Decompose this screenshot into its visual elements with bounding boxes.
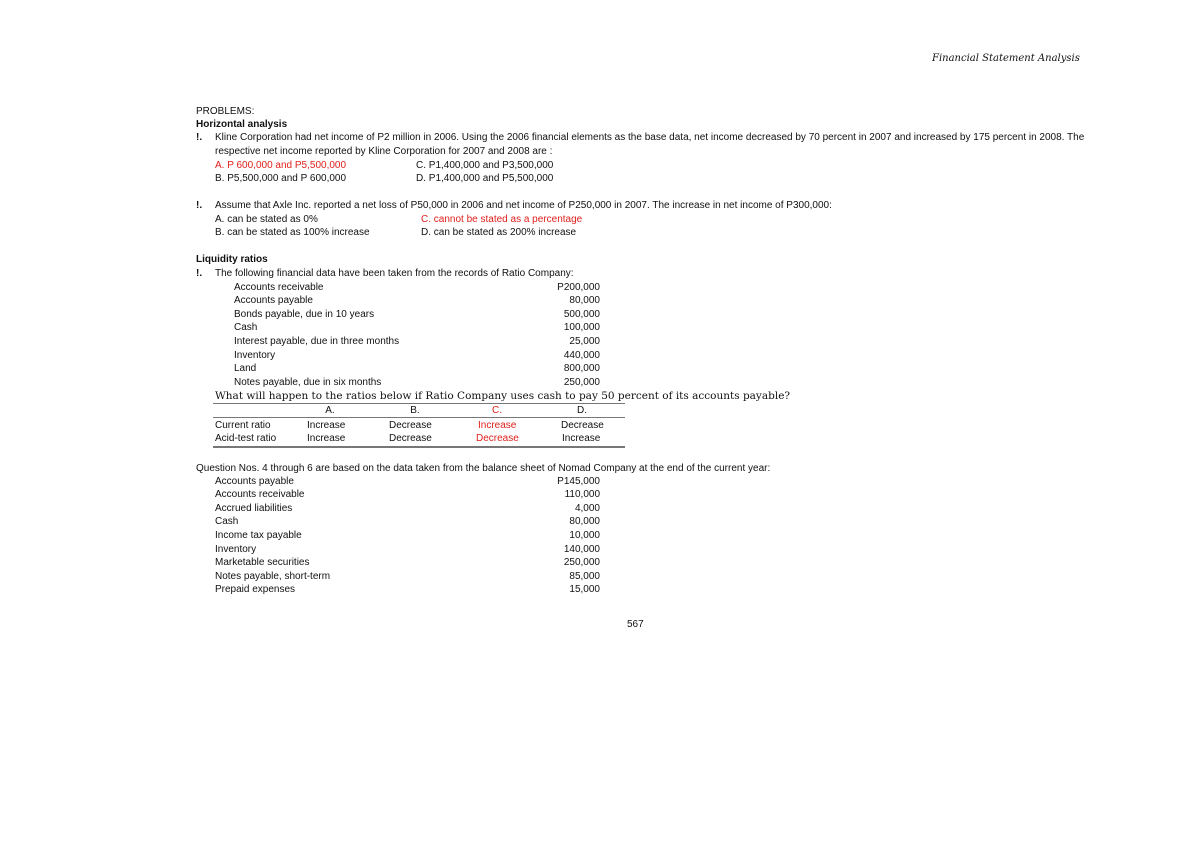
- question-2-option-d: D. can be stated as 200% increase: [421, 227, 577, 238]
- data-item-value: 4,000: [574, 503, 600, 514]
- question-2-bullet: !.: [196, 200, 203, 211]
- table-header-a: A.: [325, 405, 335, 416]
- question-3-prompt: What will happen to the ratios below if Ratio Company uses cash to pay 50 percent of its accounts payable?: [215, 390, 791, 402]
- table-cell: Decrease: [389, 420, 432, 431]
- data-item-label: Accounts receivable: [215, 489, 305, 500]
- question-4-6-intro: Question Nos. 4 through 6 are based on the data taken from the balance sheet of Nomad Company at the end of the current year:: [196, 463, 771, 474]
- data-item-value: 500,000: [563, 309, 600, 320]
- table-cell: Increase: [307, 433, 346, 444]
- data-item-label: Land: [234, 363, 257, 374]
- data-item-label: Accounts payable: [215, 476, 294, 487]
- data-item-value: 85,000: [569, 571, 600, 582]
- data-item-value: 100,000: [563, 322, 600, 333]
- data-item-value: 440,000: [563, 350, 600, 361]
- data-item-label: Interest payable, due in three months: [234, 336, 400, 347]
- data-item-value: P145,000: [557, 476, 600, 487]
- data-item-value: 80,000: [569, 516, 600, 527]
- question-1-option-b: B. P5,500,000 and P 600,000: [215, 173, 347, 184]
- data-item-label: Income tax payable: [215, 530, 302, 541]
- data-item-label: Inventory: [215, 544, 257, 555]
- problems-heading: PROBLEMS:: [196, 106, 255, 117]
- table-cell: Increase: [307, 420, 346, 431]
- data-item-value: 110,000: [564, 489, 600, 500]
- section-heading-liquidity-ratios: Liquidity ratios: [196, 254, 268, 265]
- section-heading-horizontal-analysis: Horizontal analysis: [196, 119, 288, 130]
- question-2-option-a: A. can be stated as 0%: [215, 214, 318, 225]
- table-row-label: Current ratio: [215, 420, 271, 431]
- table-cell: Increase: [562, 433, 601, 444]
- table-row-label: Acid-test ratio: [215, 433, 277, 444]
- data-item-value: 250,000: [563, 557, 600, 568]
- table-top-rule: [213, 403, 625, 404]
- table-header-d: D.: [577, 405, 587, 416]
- table-cell: Decrease: [389, 433, 432, 444]
- data-item-label: Inventory: [234, 350, 276, 361]
- question-1-option-d: D. P1,400,000 and P5,500,000: [416, 173, 554, 184]
- question-2-text: Assume that Axle Inc. reported a net loss of P50,000 in 2006 and net income of P250,000 in 2007. The increase in net income of P300,000:: [215, 200, 832, 211]
- table-cell-answer: Increase: [478, 420, 517, 431]
- data-item-label: Notes payable, short-term: [215, 571, 331, 582]
- table-header-c: C.: [492, 405, 502, 416]
- table-header-b: B.: [410, 405, 420, 416]
- data-item-value: 10,000: [569, 530, 600, 541]
- table-bottom-rule: [213, 446, 625, 448]
- question-3-intro: The following financial data have been taken from the records of Ratio Company:: [215, 268, 574, 279]
- data-item-value: 140,000: [563, 544, 600, 555]
- table-cell-answer: Decrease: [476, 433, 519, 444]
- question-3-bullet: !.: [196, 268, 203, 279]
- data-item-label: Prepaid expenses: [215, 584, 296, 595]
- question-1-text-line2: respective net income reported by Kline Corporation for 2007 and 2008 are :: [215, 146, 553, 157]
- running-header-title: Financial Statement Analysis: [932, 53, 1080, 64]
- data-item-label: Cash: [234, 322, 258, 333]
- data-item-value: 80,000: [569, 295, 600, 306]
- question-1-option-a: A. P 600,000 and P5,500,000: [215, 160, 347, 171]
- data-item-value: P200,000: [557, 282, 600, 293]
- table-cell: Decrease: [561, 420, 604, 431]
- data-item-label: Notes payable, due in six months: [234, 377, 382, 388]
- question-1-option-c: C. P1,400,000 and P3,500,000: [416, 160, 554, 171]
- data-item-label: Bonds payable, due in 10 years: [234, 309, 375, 320]
- data-item-value: 25,000: [569, 336, 600, 347]
- data-item-label: Accounts payable: [234, 295, 313, 306]
- data-item-value: 800,000: [563, 363, 600, 374]
- data-item-label: Accounts receivable: [234, 282, 324, 293]
- question-1-text-line1: Kline Corporation had net income of P2 million in 2006. Using the 2006 financial elements as the base data, net income decreased by 70 percent in 2007 and increased by 175 percent in 2008. The: [215, 132, 1085, 143]
- table-header-rule: [213, 417, 625, 418]
- page-number: 567: [627, 619, 644, 630]
- question-2-option-b: B. can be stated as 100% increase: [215, 227, 370, 238]
- question-2-option-c: C. cannot be stated as a percentage: [421, 214, 583, 225]
- data-item-label: Accrued liabilities: [215, 503, 293, 514]
- question-1-bullet: !.: [196, 132, 203, 143]
- data-item-label: Cash: [215, 516, 239, 527]
- data-item-value: 15,000: [569, 584, 600, 595]
- data-item-label: Marketable securities: [215, 557, 310, 568]
- data-item-value: 250,000: [563, 377, 600, 388]
